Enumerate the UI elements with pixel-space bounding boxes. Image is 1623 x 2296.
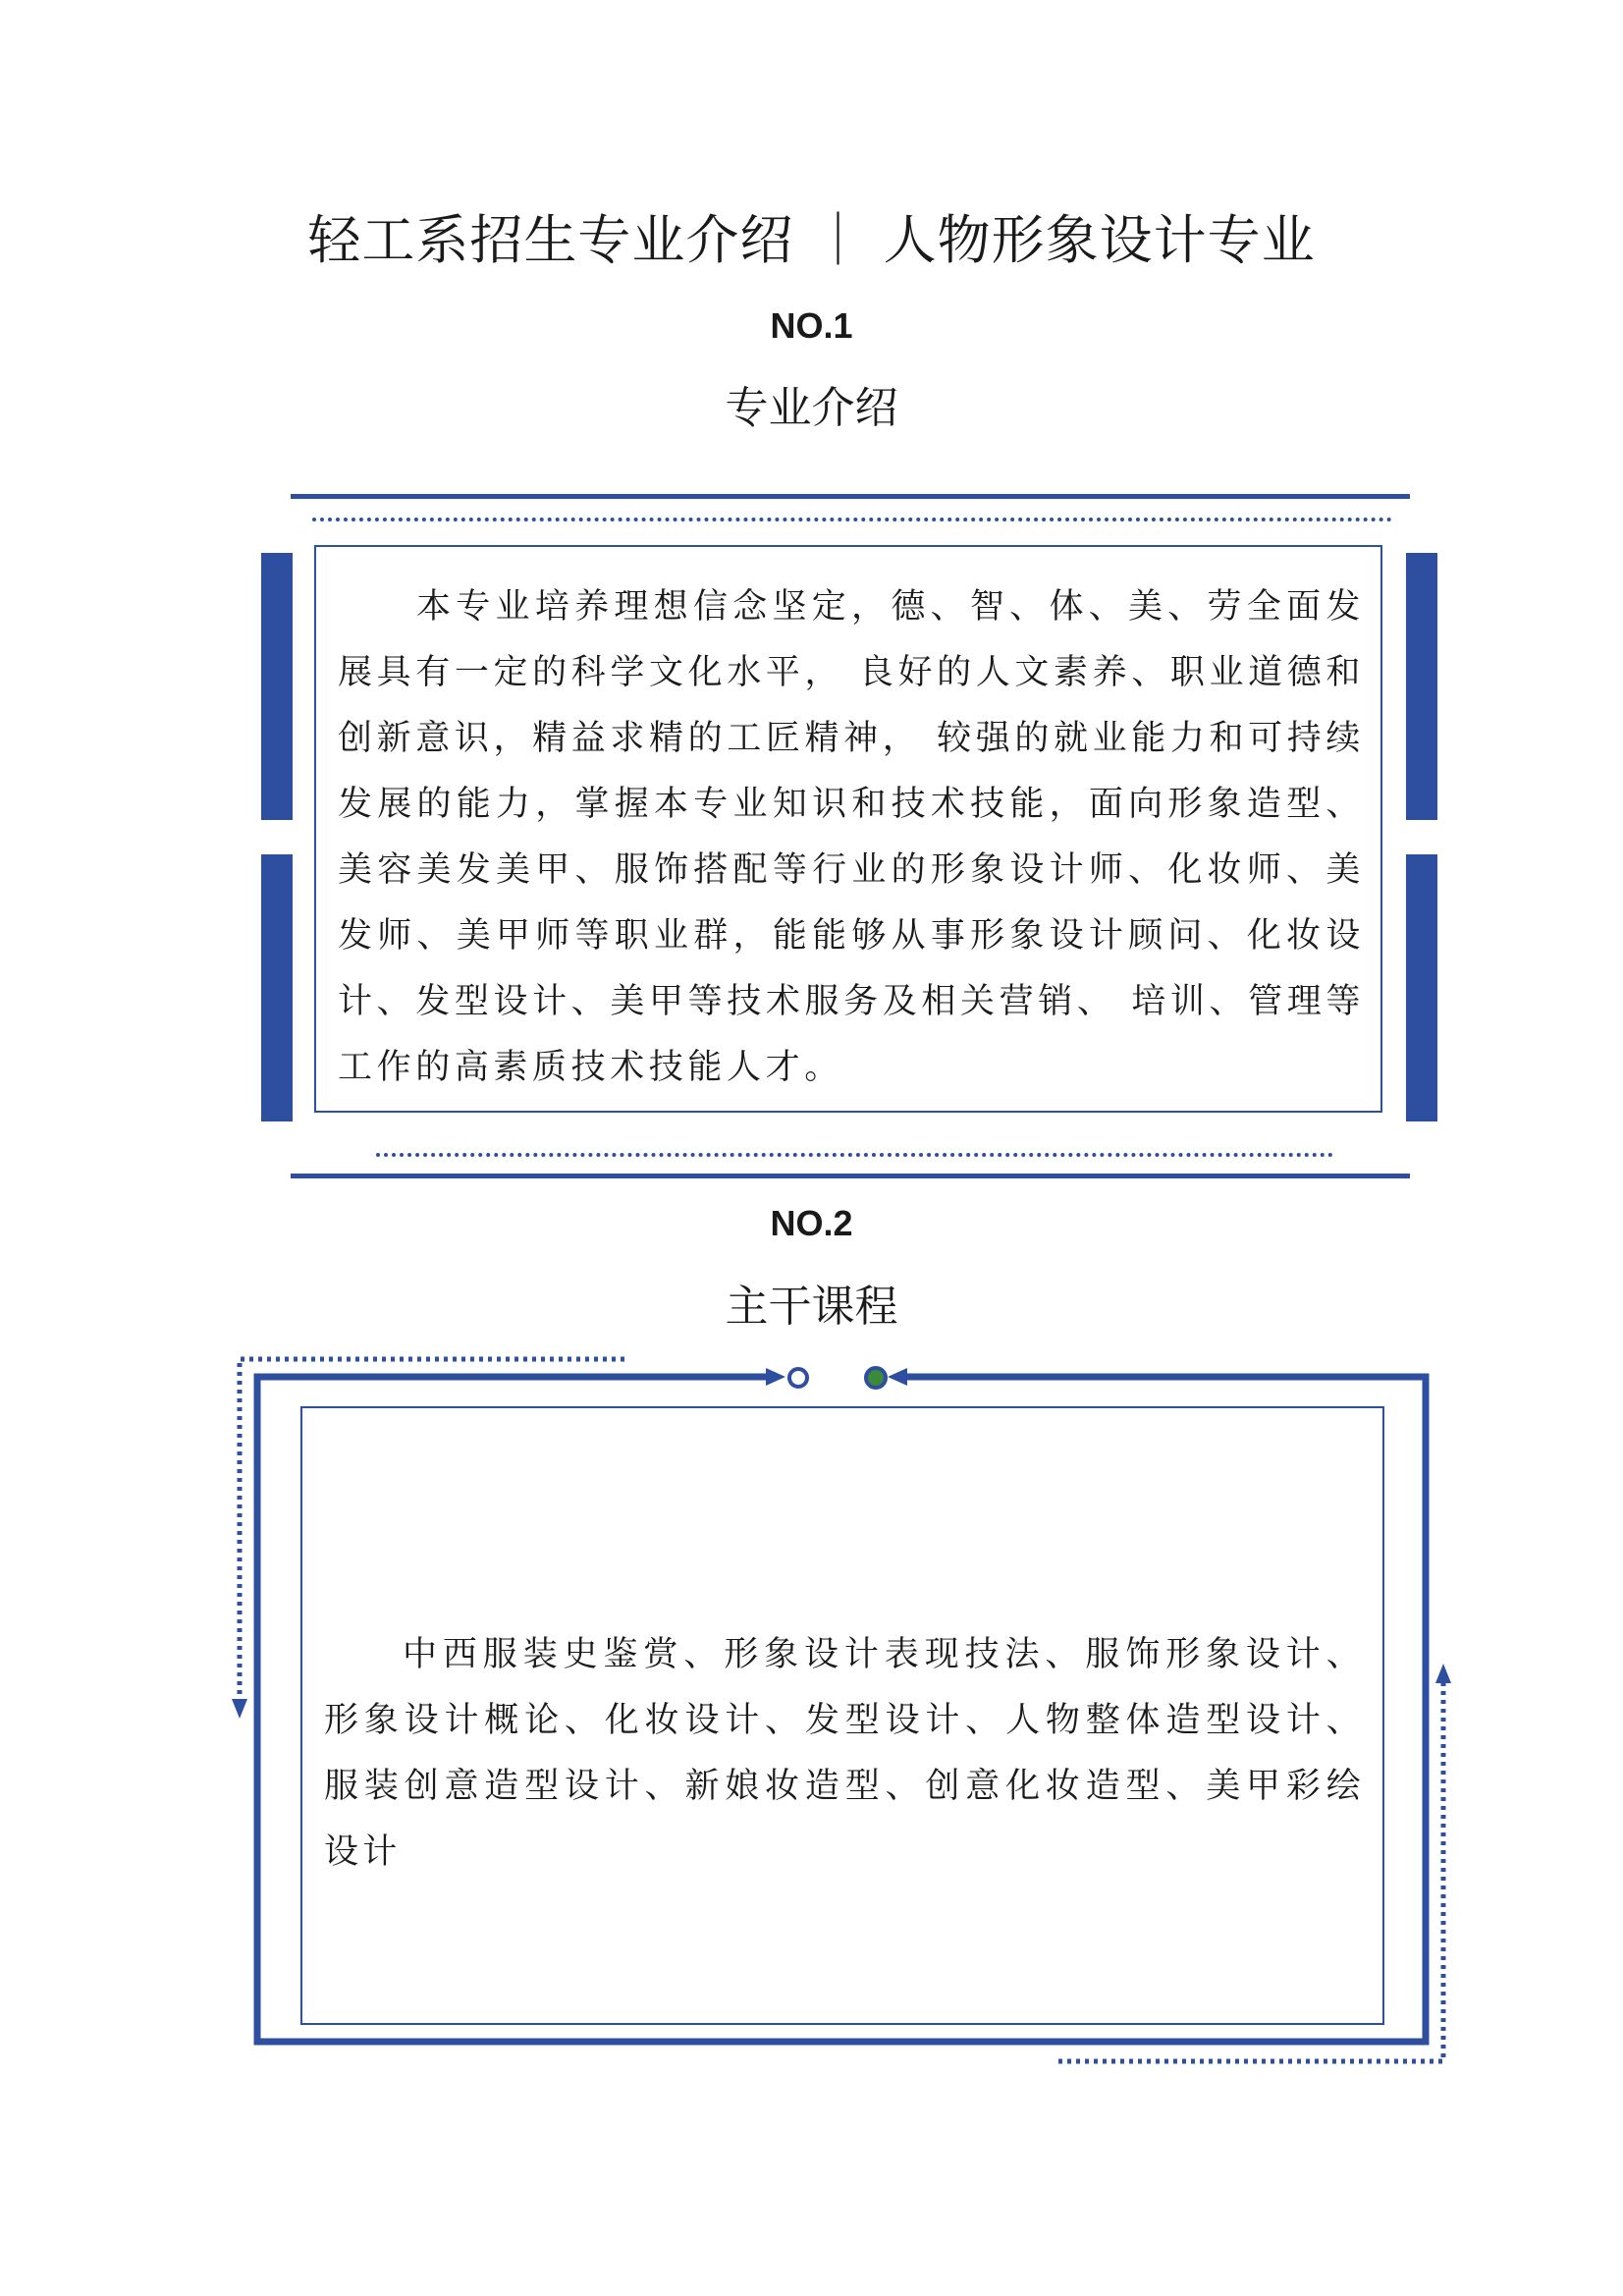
hollow-circle-icon	[789, 1369, 807, 1387]
bottom-solid-divider	[291, 1174, 1410, 1178]
left-bar-upper	[261, 553, 293, 820]
section-1-heading: 专业介绍	[725, 383, 898, 433]
bottom-dotted-divider	[376, 1153, 1333, 1157]
top-dotted-divider	[312, 518, 1392, 521]
arrow-down-icon	[232, 1699, 247, 1719]
section-2-heading: 主干课程	[725, 1282, 898, 1332]
left-bar-lower	[261, 854, 293, 1121]
intro-paragraph: 本专业培养理想信念坚定，德、智、体、美、劳全面发展具有一定的科学文化水平， 良好的人文素养、职业道德和创新意识，精益求精的工匠精神， 较强的就业能力和可持续发展的能力，掌握本专业知识和技术技能，面向形象造型、美容美发美甲、服饰搭配等行业的形象设计师、化妆师、美发师、美甲师等职业群，能能够从事形象设计顾问、化妆设计、发型设计、美甲等技术服务及相关营销、 培训、管理等工作的高素质技术技能人才。	[338, 587, 1365, 1087]
green-dot-icon	[866, 1368, 886, 1388]
course-paragraph: 中西服装史鉴赏、形象设计表现技法、服饰形象设计、形象设计概论、化妆设计、发型设计、人物整体造型设计、服装创意造型设计、新娘妆造型、创意化妆造型、美甲彩绘设计	[324, 1635, 1365, 1872]
arrowhead-right-icon	[766, 1368, 785, 1386]
intro-text-box	[314, 545, 1382, 1113]
right-bar-lower	[1406, 854, 1437, 1121]
top-solid-divider	[291, 494, 1410, 499]
arrowhead-left-icon	[888, 1368, 907, 1386]
arrow-up-icon	[1435, 1664, 1451, 1683]
section-1-number: NO.1	[770, 305, 853, 346]
course-text-box	[300, 1406, 1384, 2025]
section-2-number: NO.2	[770, 1203, 853, 1243]
page-title: 轻工系招生专业介绍 ｜ 人物形象设计专业	[307, 209, 1316, 271]
right-bar-upper	[1406, 553, 1437, 820]
